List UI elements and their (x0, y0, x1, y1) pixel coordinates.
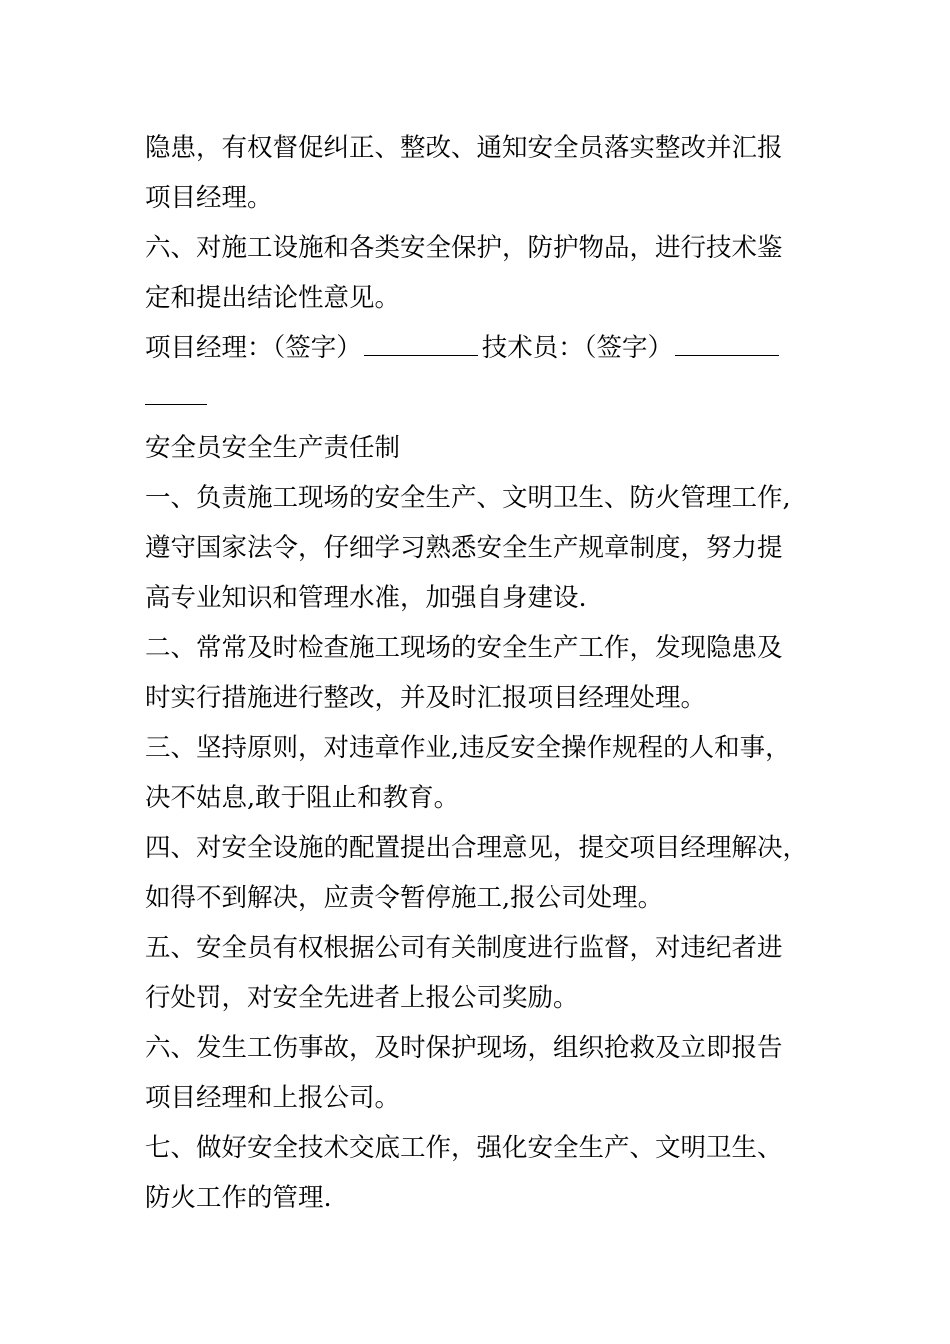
paragraph-line: 六、对施工设施和各类安全保护，防护物品，进行技术鉴 (145, 233, 783, 263)
paragraph-line: 五、安全员有权根据公司有关制度进行监督，对违纪者进 (145, 933, 783, 963)
paragraph-line: 项目经理和上报公司。 (145, 1083, 401, 1113)
paragraph-line: 时实行措施进行整改，并及时汇报项目经理处理。 (145, 683, 707, 713)
paragraph-line: 七、做好安全技术交底工作，强化安全生产、文明卫生、 (145, 1133, 783, 1163)
section-title: 安全员安全生产责任制 (145, 433, 401, 463)
manager-signature-label: 项目经理：（签字） (145, 333, 362, 363)
paragraph-line: 三、坚持原则，对违章作业,违反安全操作规程的人和事， (145, 733, 791, 763)
paragraph-line: 遵守国家法令，仔细学习熟悉安全生产规章制度，努力提 (145, 533, 783, 563)
tech-signature-blank (675, 333, 779, 356)
tech-signature-label: 技术员：（签字） (481, 333, 674, 363)
paragraph-line: 高专业知识和管理水准，加强自身建设. (145, 583, 587, 613)
tech-signature-blank-continued (145, 404, 207, 405)
paragraph-line: 四、对安全设施的配置提出合理意见，提交项目经理解决， (145, 833, 809, 863)
signature-line (145, 331, 779, 365)
manager-signature-blank (364, 333, 478, 356)
paragraph-line: 二、常常及时检查施工现场的安全生产工作，发现隐患及 (145, 633, 783, 663)
paragraph-line: 六、发生工伤事故，及时保护现场，组织抢救及立即报告 (145, 1033, 783, 1063)
paragraph-line: 隐患，有权督促纠正、整改、通知安全员落实整改并汇报 (145, 133, 783, 163)
paragraph-line: 如得不到解决，应责令暂停施工,报公司处理。 (145, 883, 664, 913)
paragraph-line: 决不姑息,敢于阻止和教育。 (145, 783, 460, 813)
paragraph-line: 项目经理。 (145, 183, 273, 213)
paragraph-line: 一、负责施工现场的安全生产、文明卫生、防火管理工作, (145, 483, 791, 513)
paragraph-line: 防火工作的管理. (145, 1183, 332, 1213)
paragraph-line: 行处罚，对安全先进者上报公司奖励。 (145, 983, 579, 1013)
paragraph-line: 定和提出结论性意见。 (145, 283, 401, 313)
